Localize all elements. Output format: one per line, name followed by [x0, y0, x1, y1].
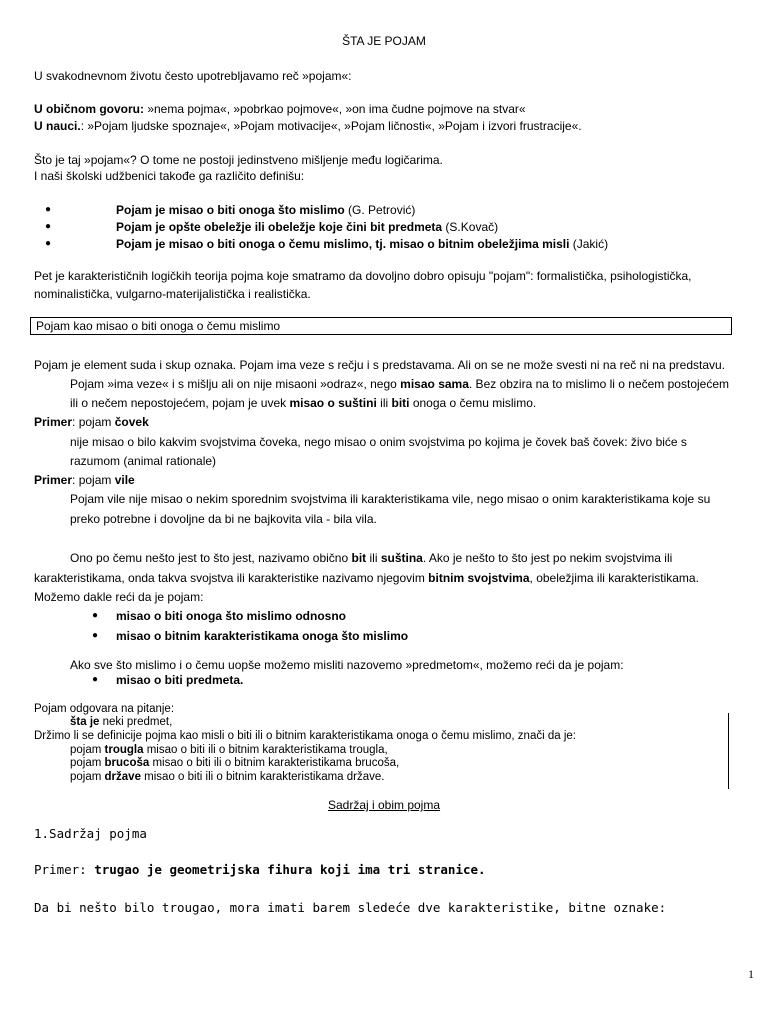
text-span: . Bez obzira na to mislimo li o nečem postojećem [468, 377, 729, 391]
example-vile-line-2: preko potrebne i dovoljne da bi ne bajkovita vila - bila vila. [70, 512, 377, 526]
para-bit-line-3: Možemo dakle reći da je pojam: [34, 590, 204, 604]
text-span: neki predmet, [99, 716, 173, 728]
definition-item [116, 237, 608, 251]
answer-line-1: Pojam odgovara na pitanje: [34, 703, 175, 715]
example-trougao [34, 863, 486, 877]
definition-text: Pojam je misao o biti onoga o čemu mislimo, tj. misao o bitnim obeležjima misli [116, 237, 570, 251]
text-span: misao o biti ili o bitnim karakteristikama trougla, [143, 744, 388, 756]
example-label: Primer [34, 415, 73, 429]
usage-common-text: »nema pojma«, »pobrkao pojmove«, »on ima čudne pojmove na stvar« [144, 102, 526, 116]
usage-common-label: U običnom govoru: [34, 102, 144, 116]
example-word: čovek [114, 415, 149, 429]
definition-text: Pojam je misao o biti onoga što mislimo [116, 203, 345, 217]
definition-author: (G. Petrović) [344, 203, 416, 217]
text-span: Pojam »ima veze« i s mišlju ali on nije misaoni »odraz«, nego [70, 377, 401, 391]
last-line: Da bi nešto bilo trougao, mora imati barem sledeće dve karakteristike, bitne oznake: [34, 900, 667, 915]
bullet-icon: ● [45, 204, 52, 215]
example-covek [34, 415, 149, 429]
example-vile-line-1: Pojam vile nije misao o nekim sporednim svojstvima ili karakteristikama vile, nego misao o onim karakteristikama koje su [70, 492, 711, 506]
bold-term: misao o suštini [289, 396, 377, 410]
text-span: . Ako je nešto to što jest po nekim svojstvima ili [422, 551, 673, 565]
definition-item [116, 203, 415, 217]
text-span: : pojam [72, 473, 115, 487]
text-span: ili o nečem nepostojećem, pojam je uvek [70, 396, 290, 410]
bold-term: šta je [70, 716, 100, 728]
theories-line-2: nominalistička, vulgarno-materijalistička i realistička. [34, 287, 311, 301]
predmet-bullet: misao o biti predmeta. [116, 673, 244, 687]
para-bit-line-2 [34, 571, 699, 585]
text-span: : pojam [72, 415, 115, 429]
bold-term: brucoša [104, 757, 150, 769]
bold-term: trougla [104, 744, 144, 756]
usage-science [34, 119, 582, 133]
bullet-icon: ● [92, 674, 99, 685]
bullet-icon: ● [92, 610, 99, 621]
summary-bullet: misao o bitnim karakteristikama onoga što mislimo [116, 629, 409, 643]
text-span: pojam [70, 757, 105, 769]
bold-term: bitnim svojstvima [428, 571, 530, 585]
text-span: ili [376, 396, 392, 410]
bold-term: biti [391, 396, 410, 410]
para-misao-line-1 [70, 377, 729, 391]
sub-heading: 1.Sadržaj pojma [34, 826, 147, 841]
example-covek-line-2: razumom (animal rationale) [70, 454, 217, 468]
answer-row [70, 743, 388, 757]
bullet-icon: ● [45, 238, 52, 249]
example-label: Primer [34, 473, 73, 487]
text-span: ili [366, 551, 381, 565]
answer-line-2 [70, 715, 172, 729]
bold-term: države [104, 771, 141, 783]
para-misao-line-2 [70, 396, 536, 410]
definition-author: (Jakić) [569, 237, 609, 251]
text-span: karakteristikama, onda takva svojstva ili karakteristike nazivamo njegovim [34, 571, 429, 585]
example-covek-line-1: nije misao o bilo kakvim svojstvima čoveka, nego misao o onim svojstvima po kojima je čovek baš čovek: živo biće s [70, 435, 687, 449]
summary-bullet: misao o biti onoga što mislimo odnosno [116, 609, 347, 623]
example-vile [34, 473, 135, 487]
bullet-icon: ● [45, 221, 52, 232]
bold-term: bit [351, 551, 367, 565]
page-title: ŠTA JE POJAM [342, 34, 426, 48]
text-span: pojam [70, 771, 105, 783]
usage-common [34, 102, 526, 116]
para-predmet: Ako sve što mislimo i o čemu uopše možemo misliti nazovemo »predmetom«, možemo reći da je pojam: [70, 658, 624, 672]
boxed-heading [30, 317, 732, 335]
question-line-1: Što je taj »pojam«? O tome ne postoji jedinstveno mišljenje među logičarima. [34, 153, 443, 167]
definition-item [116, 220, 498, 234]
para-element: Pojam je element suda i skup oznaka. Pojam ima veze s rečju i s predstavama. Ali on se ne može svesti ni na reč ni na predstavu. [34, 358, 726, 372]
text-span: , obeležjima ili karakteristikama. [529, 571, 699, 585]
definition-author: (S.Kovač) [442, 220, 499, 234]
para-bit-line-1 [70, 551, 672, 565]
section-title: Sadržaj i obim pojma [327, 798, 441, 812]
text-span: pojam [70, 744, 105, 756]
text-span: misao o biti ili o bitnim karakteristikama države. [140, 771, 385, 783]
text-span: onoga o čemu mislimo. [409, 396, 537, 410]
boxed-heading-text: Pojam kao misao o biti onoga o čemu mislimo [36, 319, 281, 333]
page-number: 1 [748, 967, 754, 981]
example-word: vile [114, 473, 135, 487]
usage-science-label: U nauci. [34, 119, 81, 133]
intro-text: U svakodnevnom životu često upotrebljavamo reč »pojam«: [34, 69, 352, 83]
answer-row [70, 756, 399, 770]
example-label: Primer: [34, 862, 87, 877]
answer-line-3: Držimo li se definicije pojma kao misli o biti ili o bitnim karakteristikama onoga o čemu mislimo, znači da je: [34, 730, 576, 742]
usage-science-text: : »Pojam ljudske spoznaje«, »Pojam motivacije«, »Pojam ličnosti«, »Pojam i izvori frustracije«. [80, 119, 582, 133]
text-span: misao o biti ili o bitnim karakteristikama brucoša, [149, 757, 400, 769]
margin-bar [728, 713, 729, 789]
text-span: Ono po čemu nešto jest to što jest, nazivamo obično [70, 551, 352, 565]
bold-term: suština [380, 551, 423, 565]
definition-text: Pojam je opšte obeležje ili obeležje koje čini bit predmeta [116, 220, 443, 234]
theories-line-1: Pet je karakterističnih logičkih teorija pojma koje smatramo da dovoljno dobro opisuju "pojam": formalistička, psihologistička, [34, 269, 692, 283]
question-line-2: I naši školski udžbenici takođe ga različito definišu: [34, 169, 305, 183]
bullet-icon: ● [92, 630, 99, 641]
bold-term: misao sama [400, 377, 469, 391]
answer-row [70, 770, 384, 784]
example-text: trugao je geometrijska fihura koji ima tri stranice. [86, 862, 486, 877]
